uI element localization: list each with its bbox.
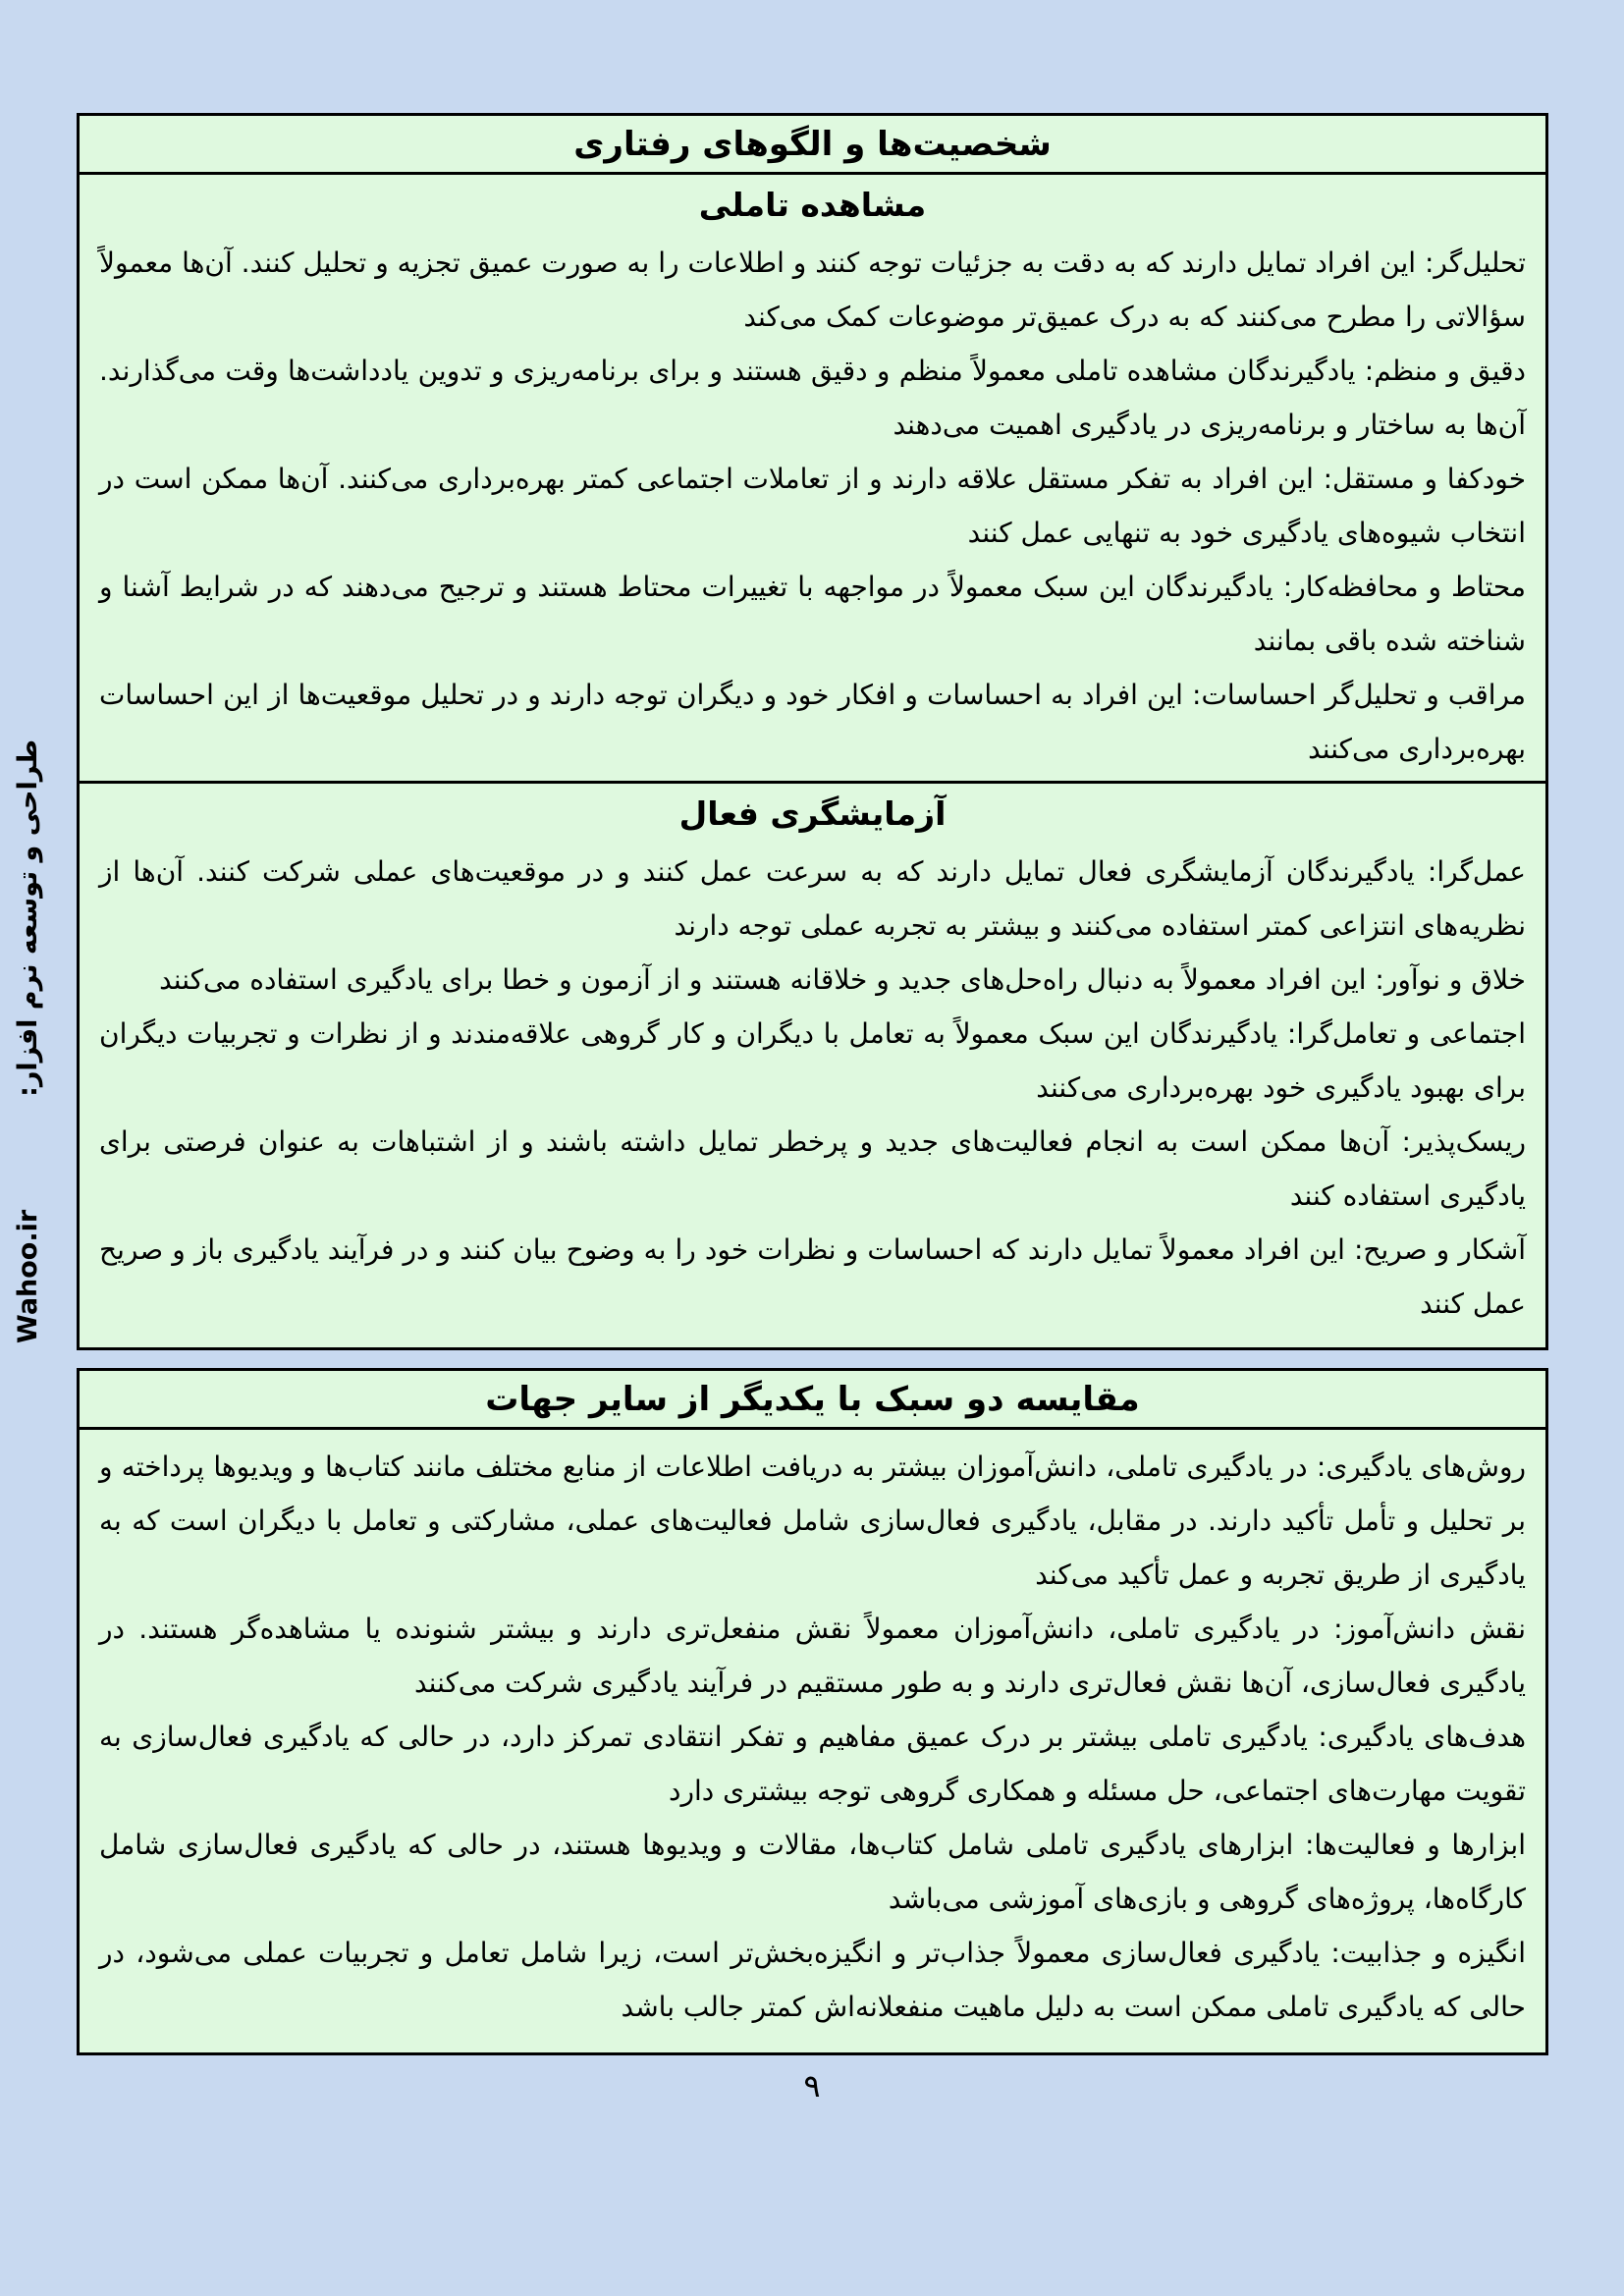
paragraph-learning-goals: هدف‌های یادگیری: یادگیری تاملی بیشتر بر درک عمیق مفاهیم و تفکر انتقادی تمرکز دارد، در حالی که یادگیری فعال‌سازی به تقویت مهارت‌های اجتماعی، حل مسئله و همکاری گروهی توجه بیشتری دارد	[99, 1721, 1526, 1807]
paragraph-open-explicit: آشکار و صریح: این افراد معمولاً تمایل دارند که احساسات و نظرات خود را به وضوح بیان کنند و در فرآیند یادگیری باز و صریح عمل کنند	[99, 1233, 1526, 1320]
sidebar-credit	[8, 739, 47, 1343]
paragraph-self-sufficient: خودکفا و مستقل: این افراد به تفکر مستقل علاقه دارند و از تعاملات اجتماعی کمتر بهره‌برداری می‌کنند. آن‌ها ممکن است در انتخاب شیوه‌های یادگیری خود به تنهایی عمل کنند	[99, 463, 1526, 549]
page-number: ۹	[803, 2067, 821, 2105]
section-active-experimentation	[80, 781, 1545, 1353]
comparison-panel-title: مقایسه دو سبک با یکدیگر از سایر جهات	[80, 1371, 1545, 1430]
section-active-heading: آزمایشگری فعال	[678, 794, 947, 833]
sidebar-credit-text: طراحی و توسعه نرم افزار:	[12, 739, 43, 1097]
paragraph-risk-taker: ریسک‌پذیر: آن‌ها ممکن است به انجام فعالیت‌های جدید و پرخطر تمایل داشته باشند و از اشتباهات به عنوان فرصتی برای یادگیری استفاده کنند	[99, 1125, 1526, 1212]
section-reflective-heading: مشاهده تاملی	[698, 186, 927, 224]
comparison-panel-body	[80, 1430, 1545, 2053]
sidebar-credit-brand: Wahoo.ir	[12, 1209, 43, 1343]
paragraph-analyzer: تحلیل‌گر: این افراد تمایل دارند که به دقت به جزئیات توجه کنند و اطلاعات را به صورت عمیق تجزیه و تحلیل کنند. آن‌ها معمولاً سؤالاتی را مطرح می‌کنند که به درک عمیق‌تر موضوعات کمک می‌کند	[99, 246, 1526, 333]
personality-panel-title: شخصیت‌ها و الگوهای رفتاری	[80, 116, 1545, 175]
paragraph-cautious: محتاط و محافظه‌کار: یادگیرندگان این سبک معمولاً در مواجهه با تغییرات محتاط هستند و ترجیح می‌دهند که در شرایط آشنا و شناخته شده باقی بمانند	[99, 571, 1526, 657]
paragraph-precise-organized: دقیق و منظم: یادگیرندگان مشاهده تاملی معمولاً منظم و دقیق هستند و برای برنامه‌ریزی و تدوین یادداشت‌ها وقت می‌گذارند. آن‌ها به ساختار و برنامه‌ریزی در یادگیری اهمیت می‌دهند	[99, 355, 1526, 441]
paragraph-social-interactive: اجتماعی و تعامل‌گرا: یادگیرندگان این سبک معمولاً به تعامل با دیگران و کار گروهی علاقه‌مندند و از نظرات و تجربیات دیگران برای بهبود یادگیری خود بهره‌برداری می‌کنند	[99, 1017, 1526, 1104]
section-reflective-observation	[80, 175, 1545, 781]
paragraph-student-role: نقش دانش‌آموز: در یادگیری تاملی، دانش‌آموزان معمولاً نقش منفعل‌تری دارند و بیشتر شنونده یا مشاهده‌گر هستند. در یادگیری فعال‌سازی، آن‌ها نقش فعال‌تری دارند و به طور مستقیم در فرآیند یادگیری شرکت می‌کنند	[99, 1613, 1526, 1699]
personality-panel	[77, 113, 1548, 1350]
paragraph-tools-activities: ابزارها و فعالیت‌ها: ابزارهای یادگیری تاملی شامل کتاب‌ها، مقالات و ویدیوها هستند، در حالی که یادگیری فعال‌سازی شامل کارگاه‌ها، پروژه‌های گروهی و بازی‌های آموزشی می‌باشد	[99, 1829, 1526, 1915]
comparison-panel	[77, 1368, 1548, 2055]
paragraph-learning-methods: روش‌های یادگیری: در یادگیری تاملی، دانش‌آموزان بیشتر به دریافت اطلاعات از منابع مختلف مانند کتاب‌ها و ویدیوها پرداخته و بر تحلیل و تأمل تأکید دارند. در مقابل، یادگیری فعال‌سازی شامل فعالیت‌های عملی، مشارکتی و تعامل با دیگران است که به یادگیری از طریق تجربه و عمل تأکید می‌کند	[99, 1450, 1526, 1591]
paragraph-creative-innovative: خلاق و نوآور: این افراد معمولاً به دنبال راه‌حل‌های جدید و خلاقانه هستند و از آزمون و خطا برای یادگیری استفاده می‌کنند	[159, 963, 1526, 996]
paragraph-pragmatic: عمل‌گرا: یادگیرندگان آزمایشگری فعال تمایل دارند که به سرعت عمل کنند و در موقعیت‌های عملی شرکت کنند. آن‌ها از نظریه‌های انتزاعی کمتر استفاده می‌کنند و بیشتر به تجربه عملی توجه دارند	[99, 855, 1526, 942]
paragraph-motivation-appeal: انگیزه و جذابیت: یادگیری فعال‌سازی معمولاً جذاب‌تر و انگیزه‌بخش‌تر است، زیرا شامل تعامل و تجربیات عملی می‌شود، در حالی که یادگیری تاملی ممکن است به دلیل ماهیت منفعلانه‌اش کمتر جالب باشد	[99, 1937, 1526, 2023]
paragraph-feelings-analyzer: مراقب و تحلیل‌گر احساسات: این افراد به احساسات و افکار خود و دیگران توجه دارند و در تحلیل موقعیت‌ها از این احساسات بهره‌برداری می‌کنند	[99, 679, 1526, 765]
